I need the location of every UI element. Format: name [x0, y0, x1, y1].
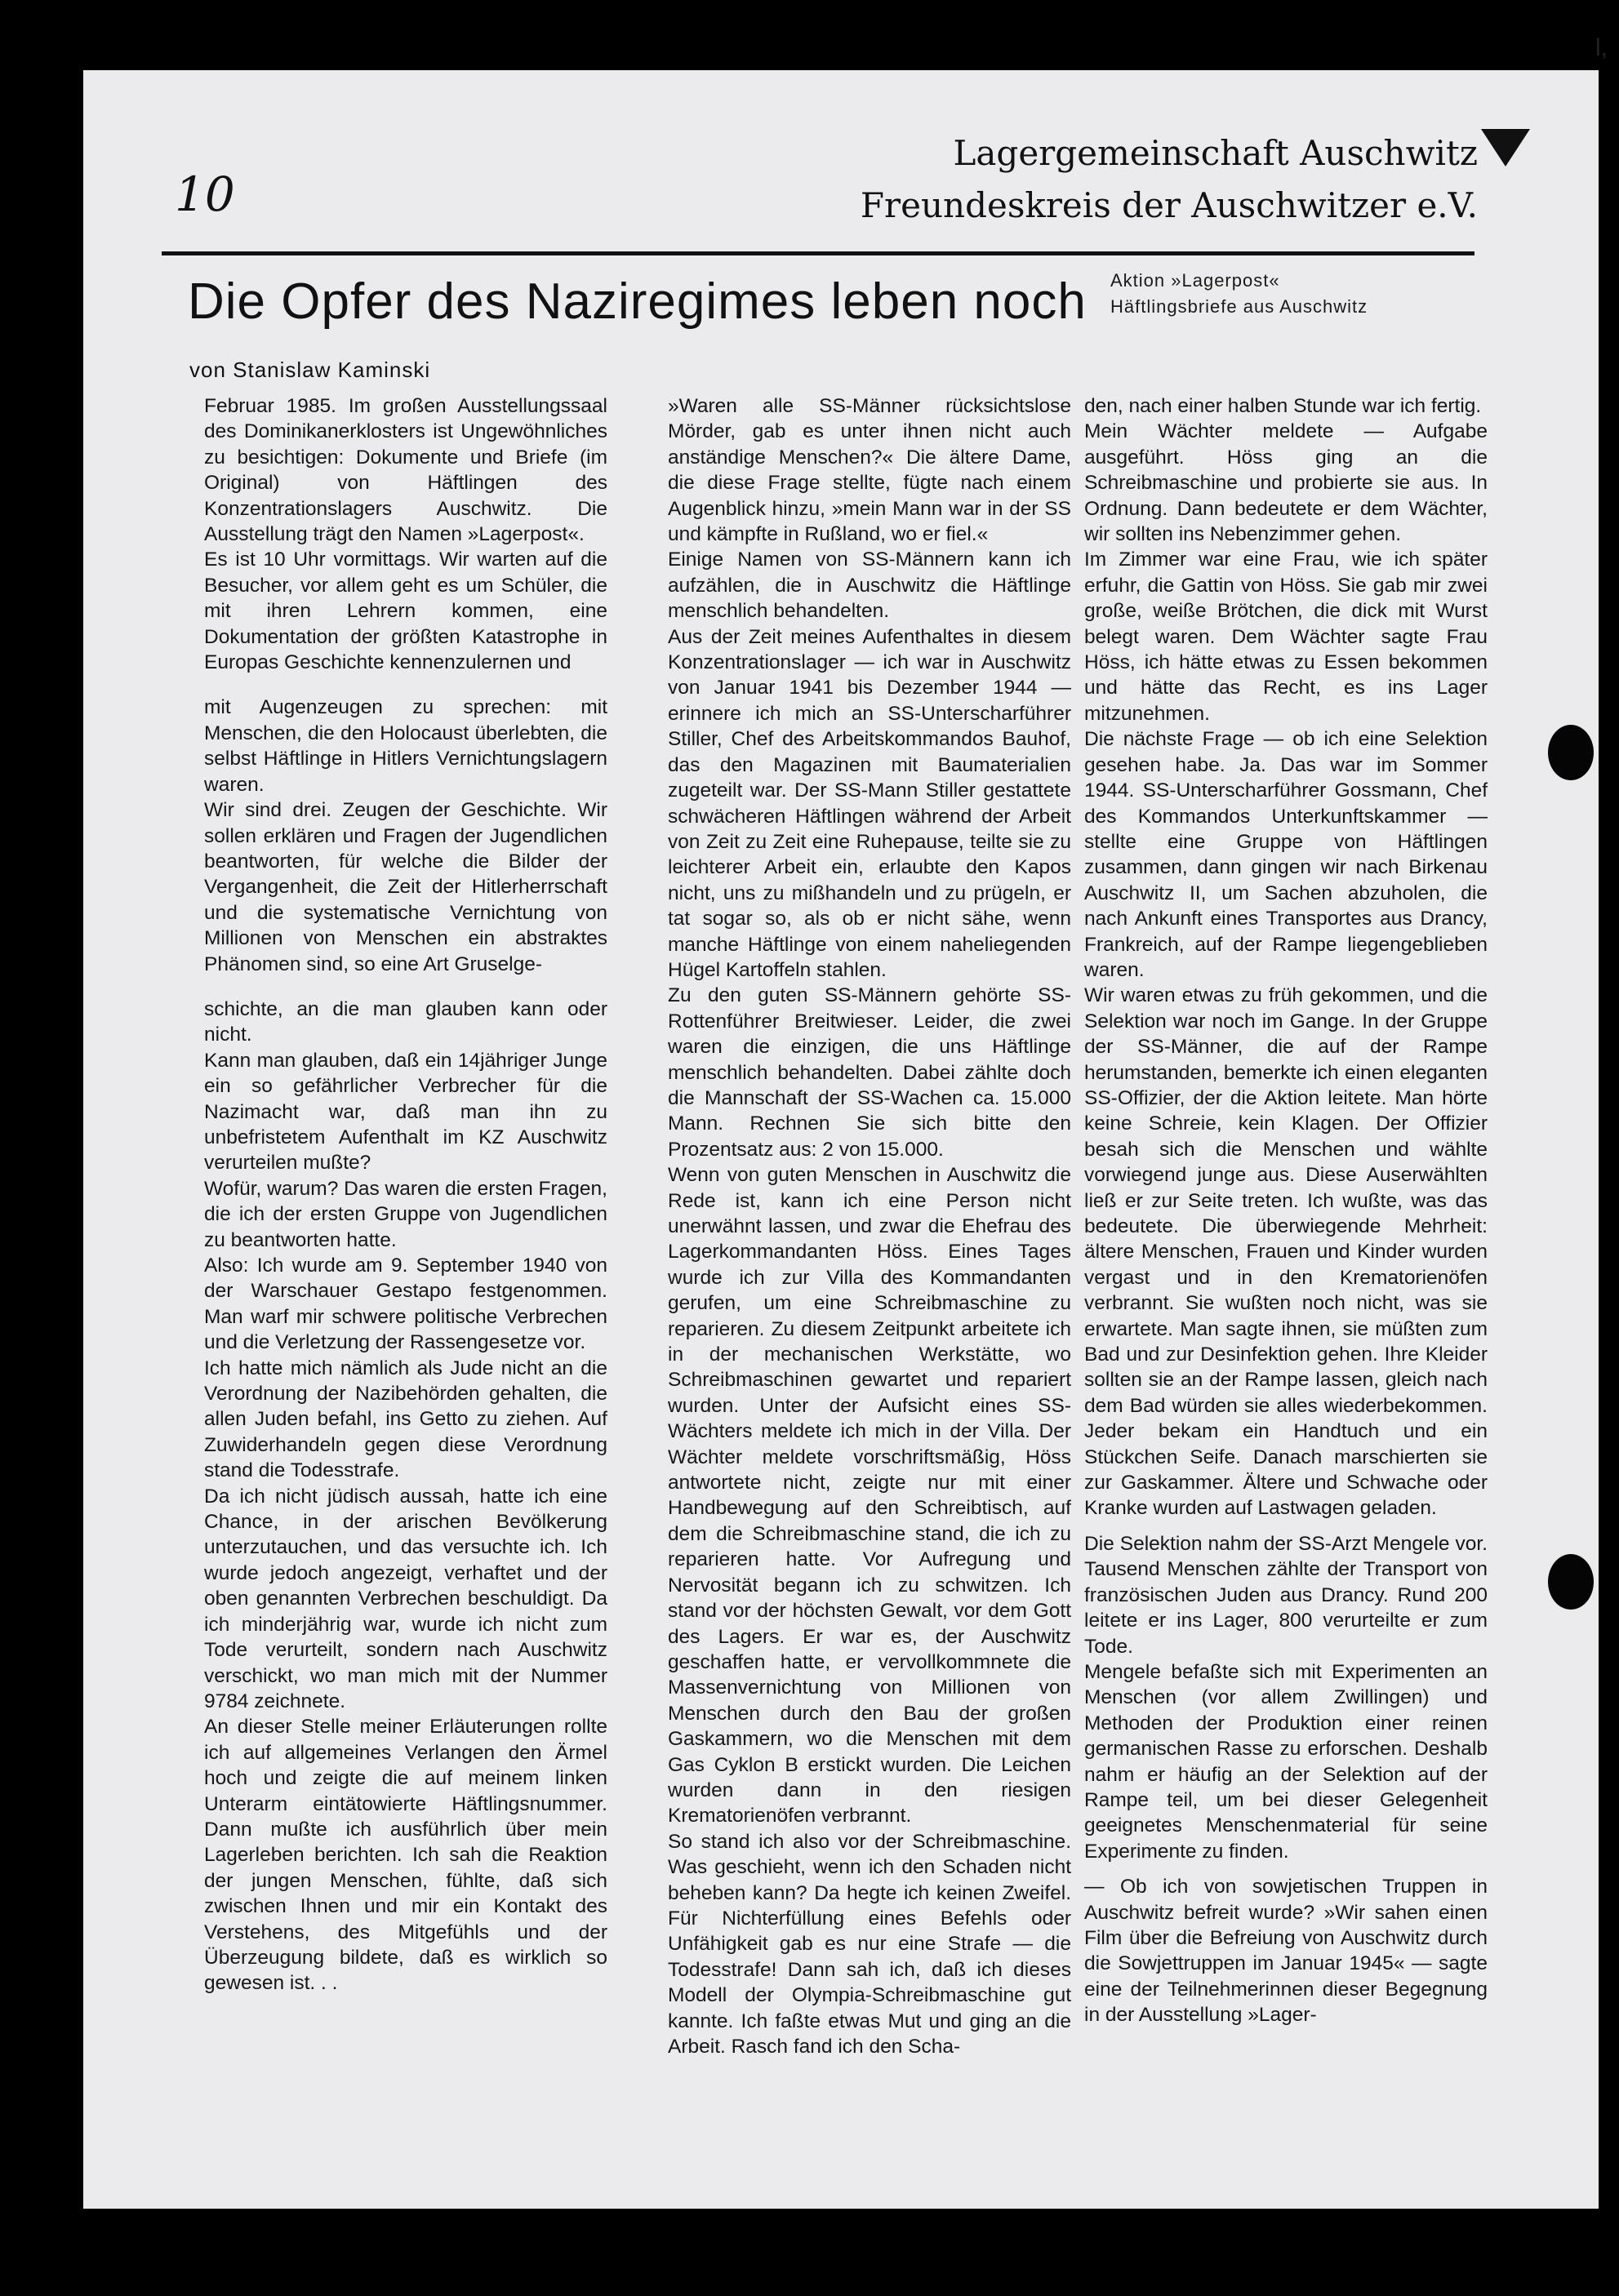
paragraph: Wir waren etwas zu früh gekommen, und die Selektion war noch im Gange. In der Gruppe der SS-Männer, die auf der Rampe herumstanden, bemerkte ich einen eleganten SS-Offizier, der die Aktion leitete. Man hörte keine Schreie, kein Klagen. Der Offizier besah sich die Menschen und wählte vorwiegend junge aus. Diese Auserwählten ließ er zur Seite treten. Ich wußte, was das bedeutete. Die überwiegende Mehrheit: ältere Menschen, Frauen und Kinder wurden vergast und in den Krematorienöfen verbrannt. Sie wußten noch nicht, was sie erwartete. Man sagte ihnen, sie müßten zum Bad und zur Desinfektion gehen. Ihre Kleider sollten sie an der Rampe lassen, gleich nach dem Bad würden sie alles wiederbekommen. Jeder bekam ein Handtuch und ein Stückchen Seife. Danach marschierten sie zur Gaskammer. Ältere und Schwache oder Kranke wurden auf Lastwagen geladen. [1084, 984, 1488, 1520]
paragraph: Mein Wächter meldete — Aufgabe ausgeführt. Höss ging an die Schreibmaschine und probierte sie aus. In Ordnung. Dann bedeutete er dem Wächter, wir sollten ins Nebenzimmer gehen. [1084, 420, 1488, 546]
organization-subtitle: Freundeskreis der Auschwitzer e.V. [860, 185, 1478, 225]
organization-name: Lagergemeinschaft Auschwitz [953, 133, 1478, 173]
side-note-line-2: Häftlingsbriefe aus Auschwitz [1110, 296, 1368, 317]
paragraph: Wir sind drei. Zeugen der Geschichte. Wir sollen erklären und Fragen der Jugendlichen beantworten, für welche die Bilder der Vergangenheit, die Zeit der Hitlerherrschaft und die systematische Vernichtung von Millionen von Menschen ein abstraktes Phänomen sind, so eine Art Gruselge- [204, 799, 607, 975]
paragraph: Kann man glauben, daß ein 14jähriger Junge ein so gefährlicher Verbrecher für die Nazimacht war, daß man ihn zu unbefristetem Aufenthalt im KZ Auschwitz verurteilen mußte? [204, 1049, 607, 1175]
article-title: Die Opfer des Naziregimes leben noch [188, 273, 1087, 330]
triangle-down-icon [1481, 129, 1530, 167]
organization-header [861, 127, 1478, 232]
punch-hole [1548, 1554, 1594, 1610]
paragraph: mit Augenzeugen zu sprechen: mit Menschen, die den Holocaust überlebten, die selbst Häftlinge in Hitlers Vernichtungslagern waren. [204, 696, 607, 796]
paragraph: Es ist 10 Uhr vormittags. Wir warten auf die Besucher, vor allem geht es um Schüler, die mit ihren Lehrern kommen, eine Dokumentation der größten Katastrophe in Europas Geschichte kennenzulernen und [204, 548, 607, 674]
paragraph: Wenn von guten Menschen in Auschwitz die Rede ist, kann ich eine Person nicht unerwähnt lassen, und zwar die Ehefrau des Lagerkommandanten Höss. Eines Tages wurde ich zur Villa des Kommandanten gerufen, um eine Schreibmaschine zu reparieren. Zu diesem Zeitpunkt arbeitete ich in der mechanischen Werkstätte, wo Schreibmaschinen gewartet und repariert wurden. Unter der Aufsicht eines SS-Wächters meldete ich mich in der Villa. Der Wächter meldete vorschriftsmäßig, Höss antwortete nicht, zeigte nur mit einer Handbewegung auf den Schreibtisch, auf dem die Schreibmaschine stand, die ich zu reparieren hatte. Vor Aufregung und Nervosität begann ich zu schwitzen. Ich stand vor der höchsten Gewalt, vor dem Gott des Lagers. Er war es, der Auschwitz geschaffen hatte, er vervollkommnete die Massenvernichtung von Millionen von Menschen durch den Bau der großen Gaskammern, wo die Menschen mit dem Gas Cyklon B erstickt wurden. Die Leichen wurden dann in den riesigen Krematorienöfen verbrannt. [668, 1164, 1071, 1827]
paragraph: Wofür, warum? Das waren die ersten Fragen, die ich der ersten Gruppe von Jugendlichen zu beantworten hatte. [204, 1177, 607, 1251]
paragraph: Die Selektion nahm der SS-Arzt Mengele vor. Tausend Menschen zählte der Transport von französischen Juden aus Drancy. Rund 200 leitete er ins Lager, 800 verurteilte er zum Tode. [1084, 1532, 1488, 1658]
article-column-2 [668, 393, 1071, 2059]
paragraph: Zu den guten SS-Männern gehörte SS-Rottenführer Breitwieser. Leider, die zwei waren die einzigen, die uns Häftlinge menschlich behandelten. Dabei zählte doch die Mannschaft der SS-Wachen ca. 15.000 Mann. Rechnen Sie sich bitte den Prozentsatz aus: 2 von 15.000. [668, 984, 1071, 1161]
paragraph: Die nächste Frage — ob ich eine Selektion gesehen habe. Ja. Das war im Sommer 1944. SS-Unterscharführer Gossmann, Chef des Kommandos Unterkunftskammer — stellte eine Gruppe von Häftlingen zusammen, dann gingen wir nach Birkenau Auschwitz II, um Sachen abzuholen, die nach Ankunft eines Transportes aus Drancy, Frankreich, auf der Rampe liegengeblieben waren. [1084, 728, 1488, 981]
paragraph: An dieser Stelle meiner Erläuterungen rollte ich auf allgemeines Verlangen den Ärmel hoch und zeigte die auf meinem linken Unterarm eintätowierte Häftlingsnummer. Dann mußte ich ausführlich über mein Lagerleben berichten. Ich sah die Reaktion der jungen Menschen, fühlte, daß sich zwischen Ihnen und mir ein Kontakt des Verstehens, des Mitgefühls und der Überzeugung bildete, daß es wirklich so gewesen ist. . . [204, 1716, 607, 1995]
paragraph: Februar 1985. Im großen Ausstellungssaal des Dominikanerklosters ist Ungewöhnliches zu besichtigen: Dokumente und Briefe (im Original) von Häftlingen des Konzentrationslagers Auschwitz. Die Ausstellung trägt den Namen »Lagerpost«. [204, 395, 607, 546]
punch-hole [1548, 725, 1594, 780]
paragraph: Da ich nicht jüdisch aussah, hatte ich eine Chance, in der arischen Bevölkerung unterzutauchen, und das versuchte ich. Ich wurde jedoch angezeigt, verhaftet und der oben genannten Verbrechen beschuldigt. Da ich minderjährig war, wurde ich nicht zum Tode verurteilt, sondern nach Auschwitz verschickt, wo man mich mit der Nummer 9784 zeichnete. [204, 1485, 607, 1712]
side-note-line-1: Aktion »Lagerpost« [1110, 270, 1280, 291]
paragraph: schichte, an die man glauben kann oder nicht. [204, 997, 607, 1046]
corner-mark: l, [1595, 34, 1608, 61]
paragraph: Einige Namen von SS-Männern kann ich aufzählen, die in Auschwitz die Häftlinge menschlich behandelten. [668, 548, 1071, 623]
paragraph: »Waren alle SS-Männer rücksichtslose Mörder, gab es unter ihnen nicht auch anständige Menschen?« Die ältere Dame, die diese Frage stellte, fügte nach einem Augenblick hinzu, »mein Mann war in der SS und kämpfte in Rußland, wo er fiel.« [668, 395, 1071, 546]
paragraph: So stand ich also vor der Schreibmaschine. Was geschieht, wenn ich den Schaden nicht beheben kann? Da hegte ich keinen Zweifel. Für Nichterfüllung eines Befehls oder Unfähigkeit gab es nur eine Strafe — die Todesstrafe! Dann sah ich, daß ich dieses Modell der Olympia-Schreibmaschine gut kannte. Ich faßte etwas Mut und ging an die Arbeit. Rasch fand ich den Scha- [668, 1830, 1071, 2058]
paragraph: — Ob ich von sowjetischen Truppen in Auschwitz befreit wurde? »Wir sahen einen Film über die Befreiung von Auschwitz durch die Sowjettruppen im Januar 1945« — sagte eine der Teilnehmerinnen dieser Begegnung in der Ausstellung »Lager- [1084, 1876, 1488, 2027]
paragraph: Also: Ich wurde am 9. September 1940 von der Warschauer Gestapo festgenommen. Man warf mir schwere politische Verbrechen und die Verletzung der Rassengesetze vor. [204, 1255, 607, 1354]
paragraph: Im Zimmer war eine Frau, wie ich später erfuhr, die Gattin von Höss. Sie gab mir zwei große, weiße Brötchen, die dick mit Wurst belegt waren. Dem Wächter sagte Frau Höss, ich hätte etwas zu Essen bekommen und hätte das Recht, es ins Lager mitzunehmen. [1084, 548, 1488, 725]
paragraph: Ich hatte mich nämlich als Jude nicht an die Verordnung der Nazibehörden gehalten, die allen Juden befahl, ins Getto zu ziehen. Auf Zuwiderhandeln gegen diese Verordnung stand die Todesstrafe. [204, 1357, 607, 1482]
paragraph: Aus der Zeit meines Aufenthaltes in diesem Konzentrationslager — ich war in Auschwitz von Januar 1941 bis Dezember 1944 — erinnere ich mich an SS-Unterscharführer Stiller, Chef des Arbeitskommandos Bauhof, das den Magazinen mit Baumaterialien zugeteilt war. Der SS-Mann Stiller gestattete schwächeren Häftlingen während der Arbeit von Zeit zu Zeit eine Ruhepause, teilte sie zu leichterer Arbeit ein, erlaubte den Kapos nicht, uns zu mißhandeln und zu prügeln, er tat sogar so, als ob er nicht sähe, wenn manche Häftlinge von einem naheliegenden Hügel Kartoffeln stahlen. [668, 625, 1071, 981]
header-divider [162, 251, 1474, 255]
article-byline: von Stanislaw Kaminski [189, 358, 431, 382]
paragraph: den, nach einer halben Stunde war ich fertig. [1084, 395, 1482, 417]
side-note [1110, 268, 1368, 320]
article-column-3 [1084, 393, 1488, 2028]
article-column-1 [204, 393, 607, 1996]
page-number: 10 [175, 167, 235, 222]
paragraph: Mengele befaßte sich mit Experimenten an Menschen (vor allem Zwillingen) und Methoden der Produktion einer reinen germanischen Rasse zu erforschen. Deshalb nahm er häufig an der Selektion auf der Rampe teil, um bei dieser Gelegenheit geeignetes Menschenmaterial für seine Experimente zu finden. [1084, 1660, 1488, 1863]
document-page [83, 70, 1599, 2209]
